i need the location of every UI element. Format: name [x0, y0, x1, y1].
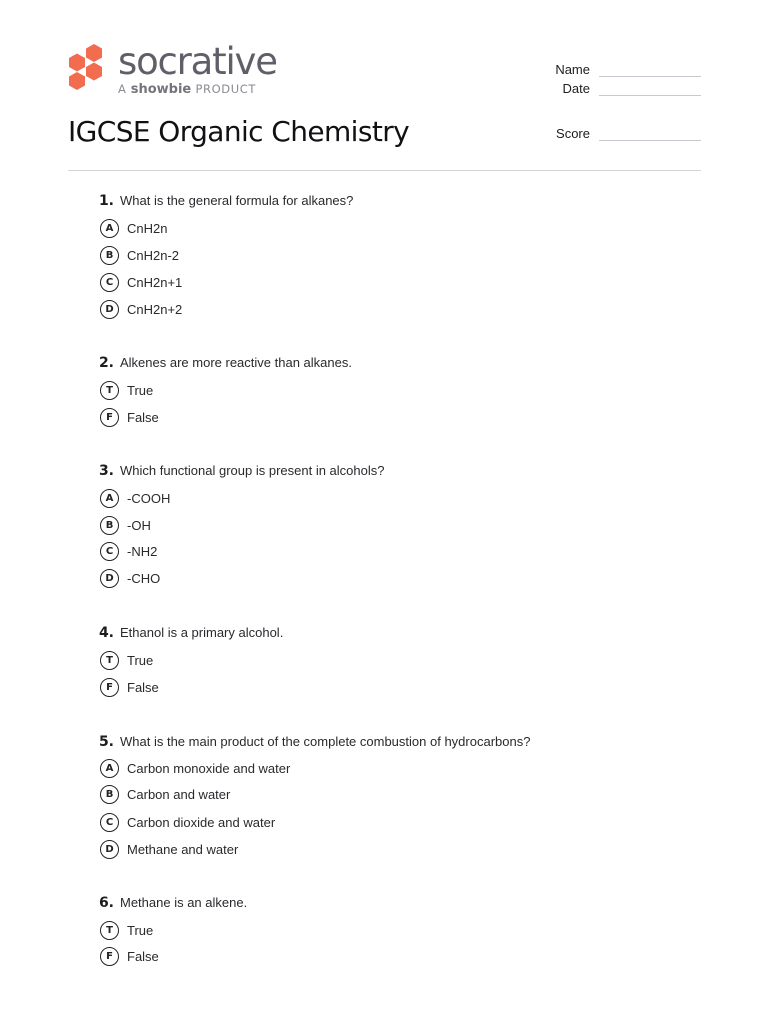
answer-bubble[interactable]: D — [100, 569, 119, 588]
option-false[interactable] — [100, 677, 159, 697]
option-a[interactable] — [100, 218, 167, 238]
answer-bubble[interactable]: B — [100, 246, 119, 265]
score-line[interactable] — [599, 129, 701, 141]
question-text: Ethanol is a primary alcohol. — [120, 625, 284, 640]
question-6 — [98, 895, 718, 975]
tagline-brand: showbie — [130, 82, 192, 97]
option-text: False — [127, 679, 159, 695]
option-d[interactable] — [100, 299, 182, 319]
answer-bubble[interactable]: F — [100, 678, 119, 697]
option-a[interactable] — [100, 758, 290, 778]
question-2 — [98, 355, 718, 435]
option-text: -COOH — [127, 490, 171, 506]
answer-bubble[interactable]: D — [100, 300, 119, 319]
option-text: -NH2 — [127, 543, 158, 559]
question-number: 3. — [98, 463, 114, 479]
hexagon-cluster-icon — [68, 43, 106, 95]
question-text: Which functional group is present in alcohols? — [120, 463, 385, 478]
date-label: Date — [562, 81, 590, 96]
option-text: Carbon and water — [127, 786, 231, 802]
question-number: 5. — [98, 734, 114, 750]
question-text: Alkenes are more reactive than alkanes. — [120, 355, 352, 370]
question-text: Methane is an alkene. — [120, 895, 248, 910]
option-text: -OH — [127, 517, 151, 533]
option-true[interactable] — [100, 920, 153, 940]
option-text: Carbon dioxide and water — [127, 814, 276, 830]
tagline-prefix: A — [118, 82, 127, 96]
option-text: CnH2n+2 — [127, 301, 183, 317]
score-label: Score — [556, 126, 590, 141]
name-line[interactable] — [599, 65, 701, 77]
option-text: CnH2n+1 — [127, 274, 183, 290]
question-text: What is the general formula for alkanes? — [120, 193, 354, 208]
name-label: Name — [555, 62, 590, 77]
logo-tagline — [118, 82, 256, 97]
option-d[interactable] — [100, 839, 238, 859]
question-text: What is the main product of the complete combustion of hydrocarbons? — [120, 734, 531, 749]
answer-bubble[interactable]: D — [100, 840, 119, 859]
option-b[interactable] — [100, 245, 179, 265]
date-line[interactable] — [599, 84, 701, 96]
option-text: Methane and water — [127, 841, 239, 857]
header-divider — [68, 170, 701, 171]
question-number: 1. — [98, 193, 114, 209]
option-text: Carbon monoxide and water — [127, 760, 291, 776]
option-text: True — [127, 382, 154, 398]
option-text: False — [127, 409, 159, 425]
option-c[interactable] — [100, 541, 157, 561]
option-a[interactable] — [100, 488, 170, 508]
option-true[interactable] — [100, 650, 153, 670]
answer-bubble[interactable]: B — [100, 785, 119, 804]
answer-bubble[interactable]: F — [100, 947, 119, 966]
option-false[interactable] — [100, 407, 159, 427]
answer-bubble[interactable]: T — [100, 921, 119, 940]
date-field[interactable] — [519, 81, 701, 96]
question-5 — [98, 734, 718, 864]
option-text: True — [127, 922, 154, 938]
answer-bubble[interactable]: A — [100, 759, 119, 778]
option-text: CnH2n — [127, 220, 168, 236]
option-b[interactable] — [100, 515, 151, 535]
question-4 — [98, 625, 718, 705]
option-false[interactable] — [100, 946, 159, 966]
answer-bubble[interactable]: A — [100, 489, 119, 508]
answer-bubble[interactable]: C — [100, 542, 119, 561]
answer-bubble[interactable]: F — [100, 408, 119, 427]
question-number: 4. — [98, 625, 114, 641]
option-text: -CHO — [127, 570, 161, 586]
option-text: True — [127, 652, 154, 668]
option-c[interactable] — [100, 812, 275, 832]
answer-bubble[interactable]: C — [100, 273, 119, 292]
question-number: 6. — [98, 895, 114, 911]
answer-bubble[interactable]: C — [100, 813, 119, 832]
name-field[interactable] — [519, 62, 701, 77]
option-d[interactable] — [100, 568, 160, 588]
question-3 — [98, 463, 718, 593]
question-number: 2. — [98, 355, 114, 371]
logo-wordmark: socrative — [118, 40, 277, 83]
option-true[interactable] — [100, 380, 153, 400]
tagline-suffix: PRODUCT — [195, 82, 257, 96]
option-text: CnH2n-2 — [127, 247, 180, 263]
question-1 — [98, 193, 718, 323]
option-c[interactable] — [100, 272, 182, 292]
answer-bubble[interactable]: T — [100, 381, 119, 400]
score-field[interactable] — [519, 126, 701, 141]
answer-bubble[interactable]: T — [100, 651, 119, 670]
option-text: False — [127, 948, 159, 964]
answer-bubble[interactable]: B — [100, 516, 119, 535]
page-title: IGCSE Organic Chemistry — [68, 115, 410, 148]
option-b[interactable] — [100, 784, 230, 804]
answer-bubble[interactable]: A — [100, 219, 119, 238]
